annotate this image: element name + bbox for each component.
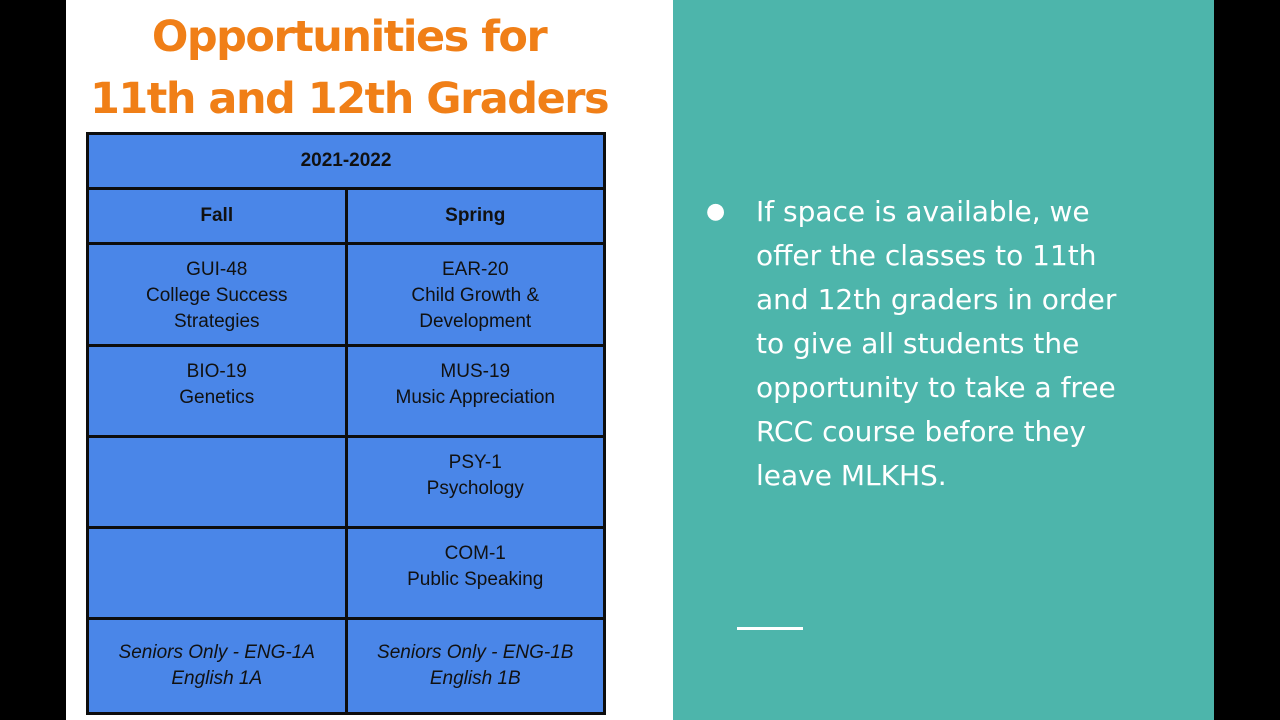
slide bbox=[66, 0, 1214, 720]
title-line-1: Opportunities for bbox=[151, 12, 547, 62]
course-title: Music Appreciation bbox=[395, 387, 555, 408]
column-header-spring: Spring bbox=[346, 189, 605, 244]
bullet-text: If space is available, we offer the classes to 11th and 12th graders in order to give all students the opportunity to take a free RCC course before they leave MLKHS. bbox=[756, 195, 1117, 492]
letterbox-left bbox=[0, 0, 66, 720]
course-code: EAR-20 bbox=[441, 259, 509, 280]
course-title: Strategies bbox=[173, 311, 260, 332]
course-code: COM-1 bbox=[444, 543, 506, 564]
accent-line bbox=[737, 627, 803, 630]
empty-cell bbox=[88, 528, 347, 619]
letterbox-right bbox=[1214, 0, 1280, 720]
column-header-fall: Fall bbox=[88, 189, 347, 244]
course-code: BIO-19 bbox=[186, 361, 247, 382]
course-cell-seniors bbox=[346, 619, 605, 714]
slide-title bbox=[66, 6, 632, 130]
course-title: Genetics bbox=[179, 387, 255, 408]
course-cell bbox=[346, 244, 605, 346]
course-code: PSY-1 bbox=[448, 452, 502, 473]
empty-cell bbox=[88, 437, 347, 528]
bullet-point bbox=[706, 190, 1126, 498]
schedule-table bbox=[86, 132, 606, 715]
course-cell bbox=[346, 437, 605, 528]
course-title: English 1B bbox=[429, 668, 521, 689]
course-code: GUI-48 bbox=[186, 259, 248, 280]
course-title: Development bbox=[419, 311, 532, 332]
course-title: English 1A bbox=[171, 668, 263, 689]
course-cell bbox=[346, 528, 605, 619]
course-cell bbox=[346, 346, 605, 437]
course-cell-seniors bbox=[88, 619, 347, 714]
course-title: College Success bbox=[145, 285, 288, 306]
title-line-2: 11th and 12th Graders bbox=[89, 74, 609, 124]
course-title: Public Speaking bbox=[407, 569, 544, 590]
course-cell bbox=[88, 346, 347, 437]
bullet-dot-icon: ● bbox=[706, 199, 726, 224]
year-header: 2021-2022 bbox=[88, 134, 605, 189]
course-title: Child Growth & bbox=[411, 285, 540, 306]
course-title: Psychology bbox=[426, 478, 524, 499]
course-code: Seniors Only - ENG-1B bbox=[377, 642, 574, 663]
course-code: Seniors Only - ENG-1A bbox=[118, 642, 315, 663]
course-code: MUS-19 bbox=[440, 361, 511, 382]
course-cell bbox=[88, 244, 347, 346]
